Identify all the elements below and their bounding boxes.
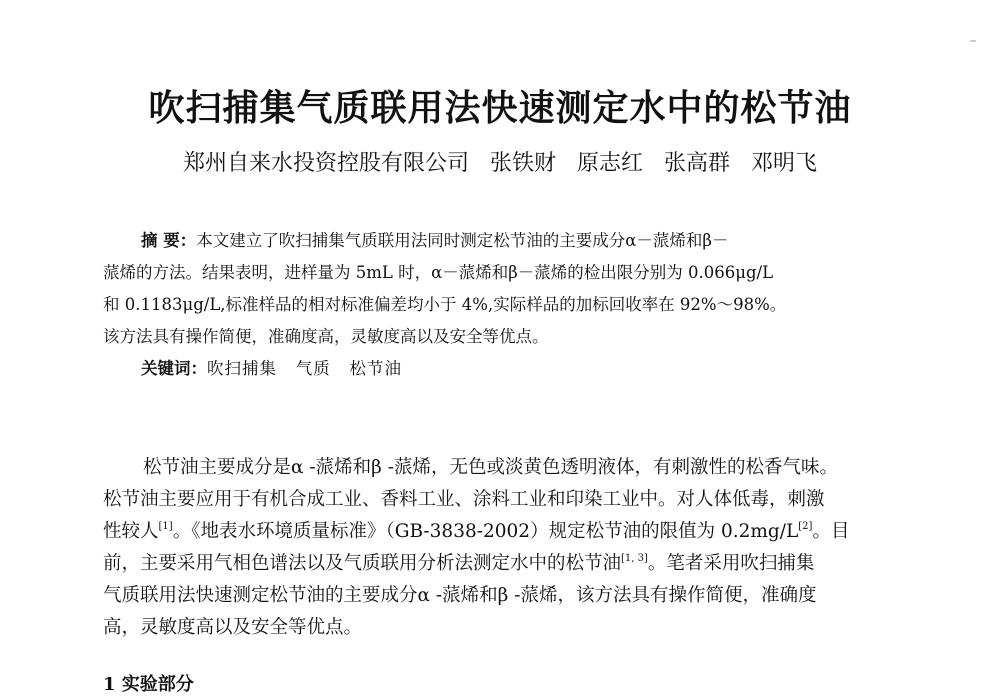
body-text-fragment: 。笔者采用吹扫捕集 [647,553,815,574]
abstract-line-2: 蒎烯的方法。结果表明，进样量为 5mL 时，α－蒎烯和β－蒎烯的检出限分别为 0.066μg/L [103,263,774,282]
keywords-value: 吹扫捕集 气质 松节油 [207,359,402,378]
body-text-fragment: 。目 [812,521,850,542]
section-heading-partial: 1 实验部分 [103,674,194,695]
body-line-4 [103,548,903,580]
scan-margin-mark [970,40,976,42]
reference-mark: [2] [798,521,813,532]
body-text-fragment: 性较人 [103,521,159,542]
paper-authors: 郑州自来水投资控股有限公司 张铁财 原志红 张高群 邓明飞 [183,151,817,176]
abstract-label: 摘 要： [141,231,197,250]
body-line-2: 松节油主要应用于有机合成工业、香料工业、涂料工业和印染工业中。对人体低毒，刺激 [103,489,825,510]
introduction-section [103,452,903,644]
body-text-fragment: 。《地表水环境质量标准》（GB-3838-2002）规定松节油的限值为 0.2mg/L [172,521,799,542]
abstract-section [103,225,903,385]
abstract-line-3: 和 0.1183μg/L,标准样品的相对标准偏差均小于 4%,实际样品的加标回收率在 92%～98%。 [103,295,787,314]
body-line-6: 高，灵敏度高以及安全等优点。 [103,617,363,638]
keywords-line [103,353,903,385]
body-line-5: 气质联用法快速测定松节油的主要成分α -蒎烯和β -蒎烯，该方法具有操作简便，准确度 [103,585,817,606]
abstract-line-4: 该方法具有操作简便，准确度高，灵敏度高以及安全等优点。 [103,327,549,346]
body-text-fragment: 前，主要采用气相色谱法以及气质联用分析法测定水中的松节油 [103,553,622,574]
reference-mark: [1] [158,521,173,532]
paper-title: 吹扫捕集气质联用法快速测定水中的松节油 [148,88,852,129]
body-line-3 [103,516,903,548]
abstract-text: 本文建立了吹扫捕集气质联用法同时测定松节油的主要成分α－蒎烯和β－ [196,231,729,250]
keywords-label: 关键词： [141,359,207,378]
abstract-line-1 [103,225,903,257]
body-line-1: 松节油主要成分是α -蒎烯和β -蒎烯，无色或淡黄色透明液体，有刺激性的松香气味。 [143,457,838,478]
reference-mark: [1, 3] [621,553,648,564]
